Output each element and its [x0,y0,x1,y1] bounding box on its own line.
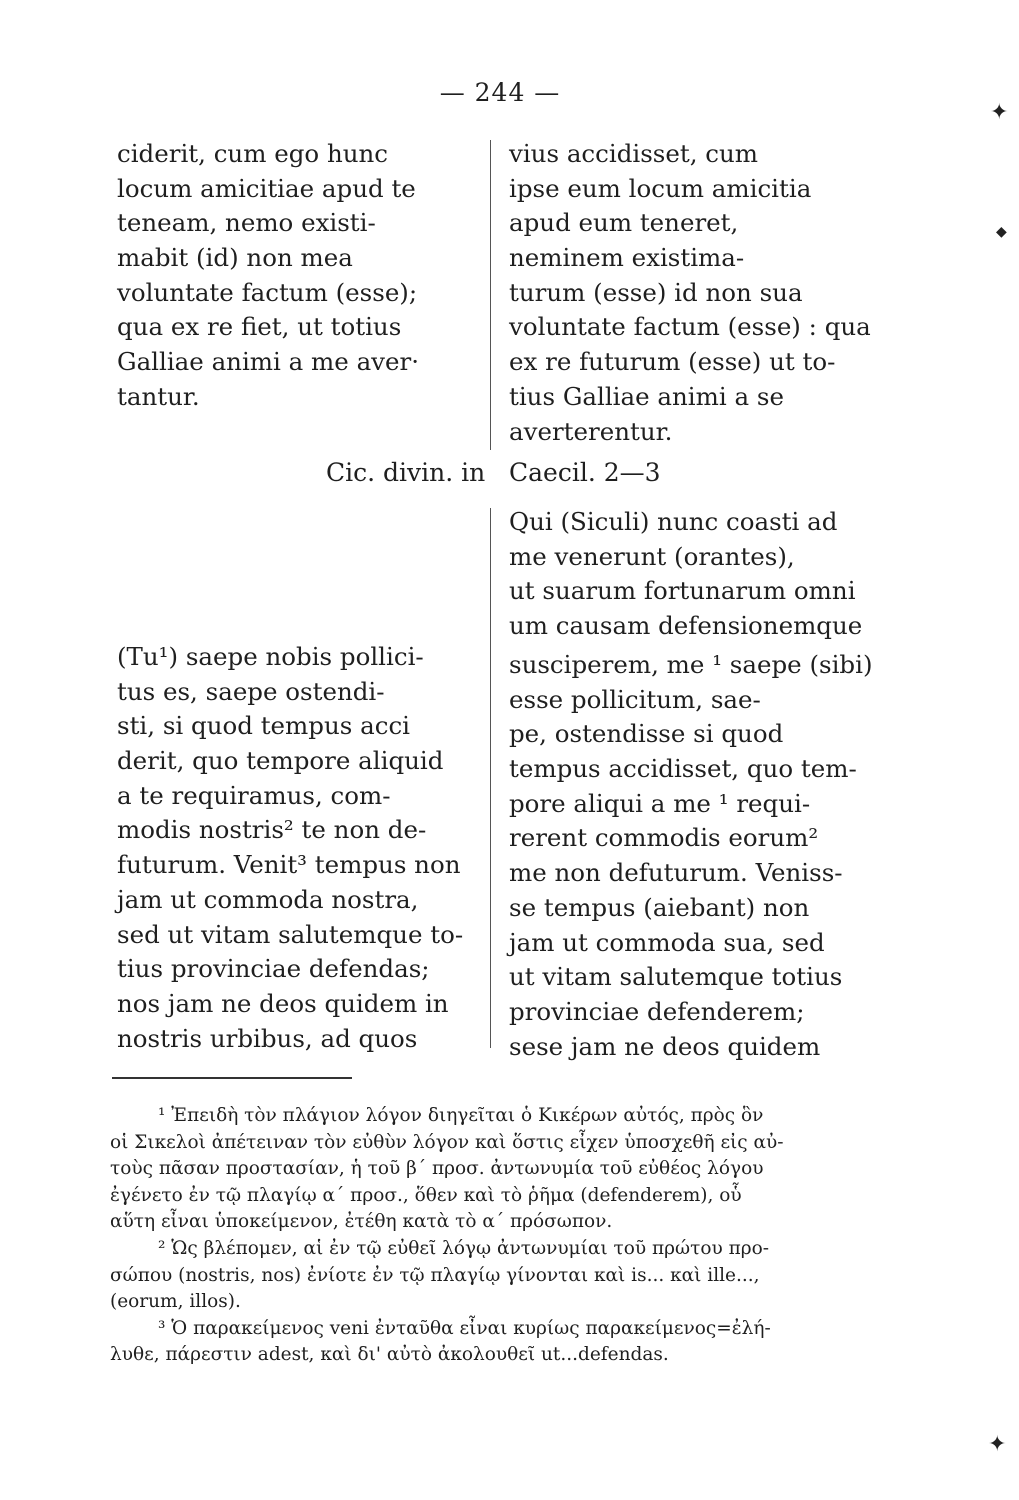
text-line: ciderit, cum ego hunc [117,139,389,168]
page-number: — 244 — [439,78,561,107]
text-line: ut vitam salutemque totius [509,962,843,992]
section2-right-column [509,648,879,1064]
citation-right: Caecil. 2—3 [509,458,661,487]
text-line: averterentur. [509,416,673,446]
text-line: ipse eum locum amicitia [509,173,812,203]
text-line: provinciae defenderem; [509,996,805,1026]
text-line: tantur. [117,381,200,411]
text-line: nostris urbibus, ad quos [117,1023,418,1053]
text-line: turum (esse) id non sua [509,277,803,307]
text-line: sese jam ne deos quidem [509,1031,821,1061]
text-line: nos jam ne deos quidem in [117,988,449,1018]
text-line: tus es, saepe ostendi- [117,676,385,706]
text-line: tius provinciae defendas; [117,954,430,984]
column-divider [490,140,491,450]
text-line: voluntate factum (esse) : qua [509,312,871,342]
text-line: a te requiramus, com- [117,780,391,810]
footnote-rule [112,1077,352,1079]
text-line: apud eum teneret, [509,208,739,238]
text-line: locum amicitiae apud te [117,173,416,203]
footnote-line: ³ Ὁ παρακείμενος veni ἐνταῦθα εἶναι κυρίως παρακείμενος=ἐλή- [158,1317,771,1339]
footnote-line: οἱ Σικελοὶ ἀπέτειναν τὸν εὐθὺν λόγον καὶ ὅστις εἶχεν ὑποσχεθῆ εἰς αὐ- [110,1131,784,1153]
footnotes [110,1103,875,1369]
column-divider [490,508,491,1048]
text-line: Galliae animi a me aver· [117,347,420,377]
footnote-line: (eorum, illos). [110,1291,241,1313]
text-line: pe, ostendisse si quod [509,719,784,749]
text-line: teneam, nemo existi- [117,208,376,238]
text-line: me venerunt (orantes), [509,541,795,571]
text-line: qua ex re fiet, ut totius [117,312,402,342]
text-line: vius accidisset, cum [509,139,759,168]
margin-mark-icon: ✦ [990,100,1009,125]
text-line: derit, quo tempore aliquid [117,746,444,776]
text-line: ex re futurum (esse) ut to- [509,347,836,377]
text-line: tempus accidisset, quo tem- [509,754,857,784]
margin-mark-icon: ◆ [996,224,1007,240]
text-line: neminem existima- [509,243,745,273]
text-line: jam ut commoda sua, sed [509,927,825,957]
text-line: um causam defensionemque [509,611,863,641]
text-line: rerent commodis eorum² [509,823,819,853]
section1-right-column [509,137,879,449]
text-line: susciperem, me ¹ saepe (sibi) [509,650,873,679]
text-line: jam ut commoda nostra, [117,884,419,914]
footnote-line: ² Ὡς βλέπομεν, αἱ ἐν τῷ εὐθεῖ λόγῳ ἀντωνυμίαι τοῦ πρώτου προ- [158,1237,770,1259]
section1-left-column [117,137,479,415]
section2-right-top [509,505,879,644]
text-line: sti, si quod tempus acci [117,711,410,741]
footnote-line: λυθε, πάρεστιν adest, καὶ δι' αὐτὸ ἀκολουθεῖ ut...defendas. [110,1344,669,1366]
footnote-line: ¹ Ἐπειδὴ τὸν πλάγιον λόγον διηγεῖται ὁ Κικέρων αὐτός, πρὸς ὃν [158,1105,764,1126]
text-line: tius Galliae animi a se [509,381,784,411]
citation-left: Cic. divin. in [326,458,486,487]
text-line: esse pollicitum, sae- [509,684,761,714]
text-line: futurum. Venit³ tempus non [117,850,461,880]
text-line: pore aliqui a me ¹ requi- [509,788,811,818]
text-line: sed ut vitam salutemque to- [117,919,464,949]
text-line: modis nostris² te non de- [117,815,427,845]
text-line: me non defuturum. Veniss- [509,858,843,888]
footnote-line: ἐγένετο ἐν τῷ πλαγίῳ α΄ προσ., ὅθεν καὶ τὸ ῥῆμα (defenderem), οὗ [110,1184,742,1206]
text-line: voluntate factum (esse); [117,277,418,307]
text-line: mabit (id) non mea [117,243,353,273]
footnote-line: σώπου (nostris, nos) ἐνίοτε ἐν τῷ πλαγίῳ γίνονται καὶ is... καὶ ille..., [110,1264,760,1286]
section2-left-column [117,640,479,1056]
footnote-line: αὕτη εἶναι ὑποκείμενον, ἐτέθη κατὰ τὸ α΄ πρόσωπον. [110,1211,613,1233]
text-line: Qui (Siculi) nunc coasti ad [509,507,838,536]
text-line: ut suarum fortunarum omni [509,576,856,606]
margin-mark-icon: ✦ [988,1432,1007,1457]
footnote-line: τοὺς πᾶσαν προστασίαν, ἡ τοῦ β΄ προσ. ἀντωνυμία τοῦ εὐθέος λόγου [110,1158,764,1180]
text-line: se tempus (aiebant) non [509,892,810,922]
text-line: (Tu¹) saepe nobis pollici- [117,642,424,671]
